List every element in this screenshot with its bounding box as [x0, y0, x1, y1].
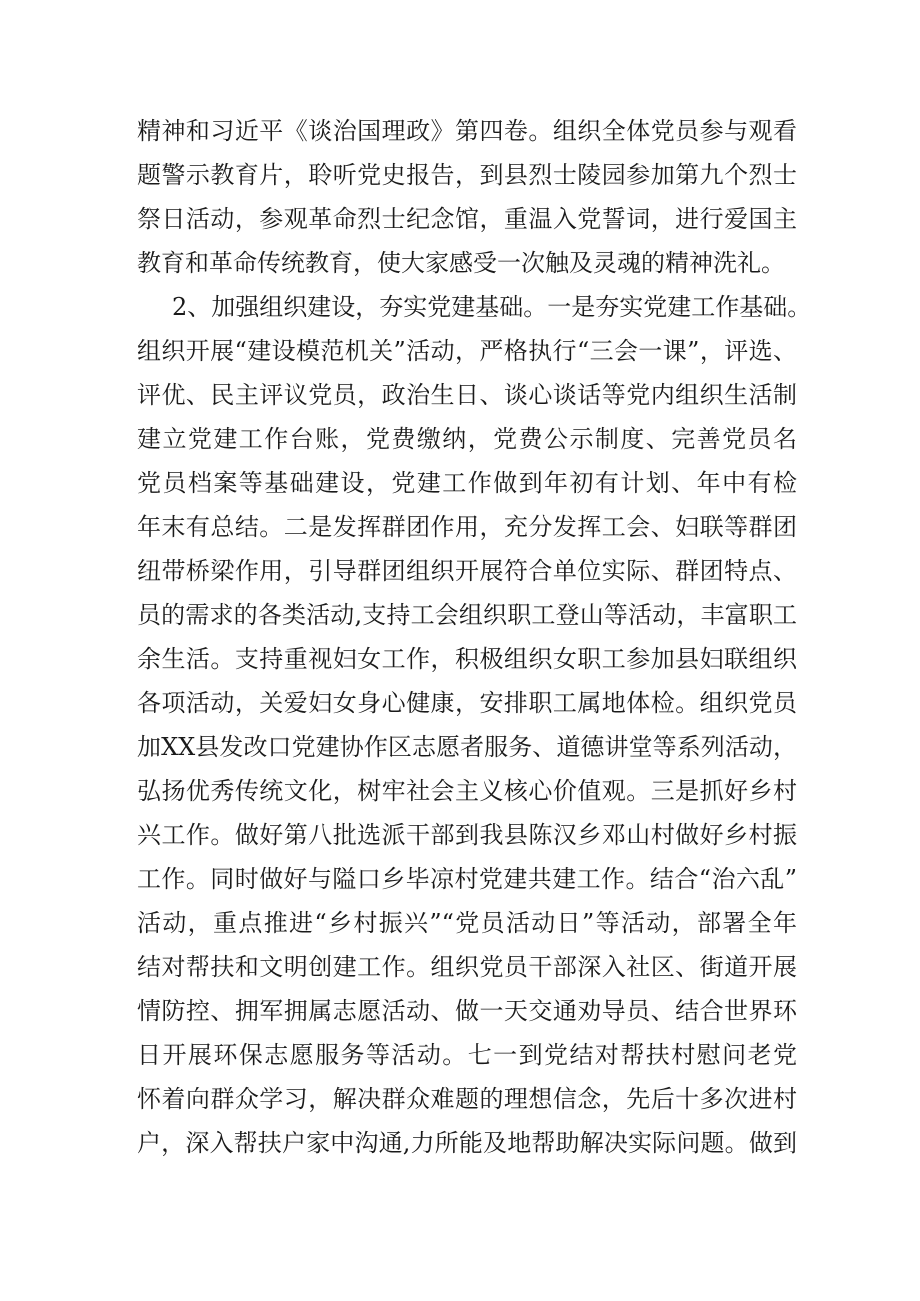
- text-line: 日开展环保志愿服务等活动。七一到党结对帮扶村慰问老党: [137, 1041, 797, 1069]
- text-line: 教育和革命传统教育，使大家感受一次触及灵魂的精神洗礼。: [137, 249, 785, 277]
- paragraph-heading-line: 2、加强组织建设，夯实党建基础。一是夯实党建工作基础。: [172, 293, 812, 321]
- text-line: 题警示教育片，聆听党史报告，到县烈士陵园参加第九个烈士: [137, 161, 797, 189]
- text-line: 兴工作。做好第八批选派干部到我县陈汉乡邓山村做好乡村振: [137, 821, 797, 849]
- text-line: 年末有总结。二是发挥群团作用，充分发挥工会、妇联等群团: [137, 513, 797, 541]
- text-line: 结对帮扶和文明创建工作。组织党员干部深入社区、街道开展: [137, 953, 797, 981]
- text-line: 精神和习近平《谈治国理政》第四卷。组织全体党员参与观看: [137, 117, 797, 145]
- body-text: [137, 109, 812, 1165]
- text-line: 组织开展“建设模范机关”活动，严格执行“三会一课”，评选、: [137, 337, 797, 365]
- text-line: 情防控、拥军拥属志愿活动、做一天交通劝导员、结合世界环: [137, 997, 797, 1025]
- text-line: 户，深入帮扶户家中沟通,力所能及地帮助解决实际问题。做到: [137, 1129, 797, 1157]
- text-line: 纽带桥梁作用，引导群团组织开展符合单位实际、群团特点、: [137, 557, 797, 585]
- text-line: 建立党建工作台账，党费缴纳，党费公示制度、完善党员名: [137, 425, 797, 453]
- text-line: 工作。同时做好与隘口乡毕凉村党建共建工作。结合“治六乱”: [137, 865, 797, 893]
- text-line: 弘扬优秀传统文化，树牢社会主义核心价值观。三是抓好乡村: [137, 777, 797, 805]
- text-line: 各项活动，关爱妇女身心健康，安排职工属地体检。组织党员: [137, 689, 797, 717]
- text-line: 党员档案等基础建设，党建工作做到年初有计划、年中有检: [137, 469, 797, 497]
- text-line: 加XX县发改口党建协作区志愿者服务、道德讲堂等系列活动，: [137, 733, 797, 761]
- text-line: 怀着向群众学习，解决群众难题的理想信念，先后十多次进村: [137, 1085, 797, 1113]
- text-line: 余生活。支持重视妇女工作，积极组织女职工参加县妇联组织: [137, 645, 797, 673]
- text-line: 活动，重点推进“乡村振兴”“党员活动日”等活动，部署全年: [137, 909, 797, 937]
- text-line: 评优、民主评议党员，政治生日、谈心谈话等党内组织生活制: [137, 381, 797, 409]
- text-line: 祭日活动，参观革命烈士纪念馆，重温入党誓词，进行爱国主: [137, 205, 797, 233]
- text-line: 员的需求的各类活动,支持工会组织职工登山等活动，丰富职工: [137, 601, 797, 629]
